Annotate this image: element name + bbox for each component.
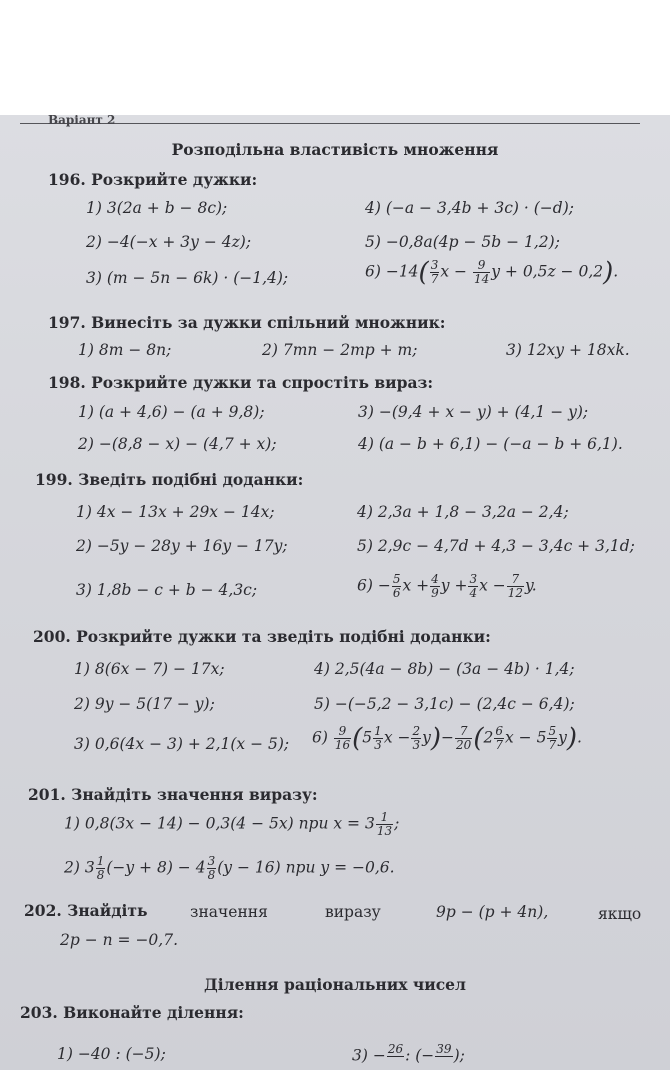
p200-item-3: 3) 0,6(4x − 3) + 2,1(x − 5);: [74, 735, 290, 753]
p199-item-2: 2) −5y − 28y + 16y − 17y;: [76, 537, 288, 555]
p200-item-6: 6) $\frac{9}{16}$ (5 $\frac{1}{3}$ x − $\frac{2}{3}$ y)− $\frac{7}{20}$ (2 $\frac{6}{7}$ x − 5 $\frac{5}{7}$ y).: [312, 723, 582, 754]
problem-201-title: 201. Знайдіть значення виразу:: [28, 785, 318, 804]
p198-item-1: 1) (a + 4,6) − (a + 9,8);: [78, 403, 265, 421]
problem-202-condition: 2p − n = −0,7.: [60, 931, 179, 949]
problem-202-word-5: якщо: [598, 905, 642, 923]
p201-item-1: 1) 0,8(3x − 14) − 0,3(4 − 5x) при x = 3 $\frac{1}{13}$ ;: [64, 810, 400, 838]
section-title-division: Ділення раціональних чисел: [204, 975, 466, 994]
p199-item-5: 5) 2,9c − 4,7d + 4,3 − 3,4c + 3,1d;: [357, 537, 635, 555]
p200-item-1: 1) 8(6x − 7) − 17x;: [74, 660, 225, 678]
variant-label: Варіант 2: [48, 115, 116, 127]
p196-item-3: 3) (m − 5n − 6k) · (−1,4);: [86, 269, 289, 287]
p196-item-5: 5) −0,8a(4p − 5b − 1,2);: [365, 233, 560, 251]
textbook-page: [0, 115, 670, 1070]
p199-item-4: 4) 2,3a + 1,8 − 3,2a − 2,4;: [357, 503, 569, 521]
p200-item-5: 5) −(−5,2 − 3,1c) − (2,4c − 6,4);: [314, 695, 575, 713]
p197-item-2: 2) 7mn − 2mp + m;: [262, 341, 418, 359]
section-title-distributive: Розподільна властивість множення: [171, 140, 499, 159]
problem-202-word-3: виразу: [325, 903, 381, 921]
problem-198-title: 198. Розкрийте дужки та спростіть вираз:: [48, 373, 434, 392]
p200-item-4: 4) 2,5(4a − 8b) − (3a − 4b) · 1,4;: [314, 660, 575, 678]
p199-item-1: 1) 4x − 13x + 29x − 14x;: [76, 503, 275, 521]
problem-197-title: 197. Винесіть за дужки спільний множник:: [48, 313, 446, 332]
p201-item-2: 2) 3 $\frac{1}{8}$ (−y + 8) − 4 $\frac{3}{8}$ (y − 16) при y = −0,6.: [64, 854, 395, 882]
problem-199-title: 199. Зведіть подібні доданки:: [35, 470, 304, 489]
problem-196-title: 196. Розкрийте дужки:: [48, 170, 258, 189]
p199-item-6: 6) − $\frac{5}{6}$ x + $\frac{4}{9}$ y + $\frac{3}{4}$ x − $\frac{7}{12}$ y.: [357, 572, 537, 600]
p200-item-2: 2) 9y − 5(17 − y);: [74, 695, 215, 713]
p203-item-1: 1) −40 : (−5);: [57, 1045, 166, 1063]
problem-200-title: 200. Розкрийте дужки та зведіть подібні доданки:: [33, 627, 491, 646]
problem-202-expression: 9p − (p + 4n),: [436, 903, 549, 921]
p198-item-2: 2) −(8,8 − x) − (4,7 + x);: [78, 435, 277, 453]
problem-202-word-2: значення: [190, 903, 268, 921]
p197-item-3: 3) 12xy + 18xk.: [506, 341, 630, 359]
problem-202-word-1: 202. Знайдіть: [24, 901, 148, 920]
p196-item-2: 2) −4(−x + 3y − 4z);: [86, 233, 252, 251]
p197-item-1: 1) 8m − 8n;: [78, 341, 172, 359]
p196-item-6: 6) −14( $\frac{3}{7}$ x − $\frac{9}{14}$ y + 0,5z − 0,2).: [365, 257, 619, 288]
p196-item-1: 1) 3(2a + b − 8c);: [86, 199, 228, 217]
p196-item-4: 4) (−a − 3,4b + 3c) · (−d);: [365, 199, 574, 217]
p199-item-3: 3) 1,8b − c + b − 4,3c;: [76, 581, 258, 599]
p198-item-3: 3) −(9,4 + x − y) + (4,1 − y);: [358, 403, 589, 421]
problem-203-title: 203. Виконайте ділення:: [20, 1003, 244, 1022]
p203-item-3: 3) − 26 : (− 39 );: [352, 1042, 465, 1065]
p198-item-4: 4) (a − b + 6,1) − (−a − b + 6,1).: [358, 435, 623, 453]
